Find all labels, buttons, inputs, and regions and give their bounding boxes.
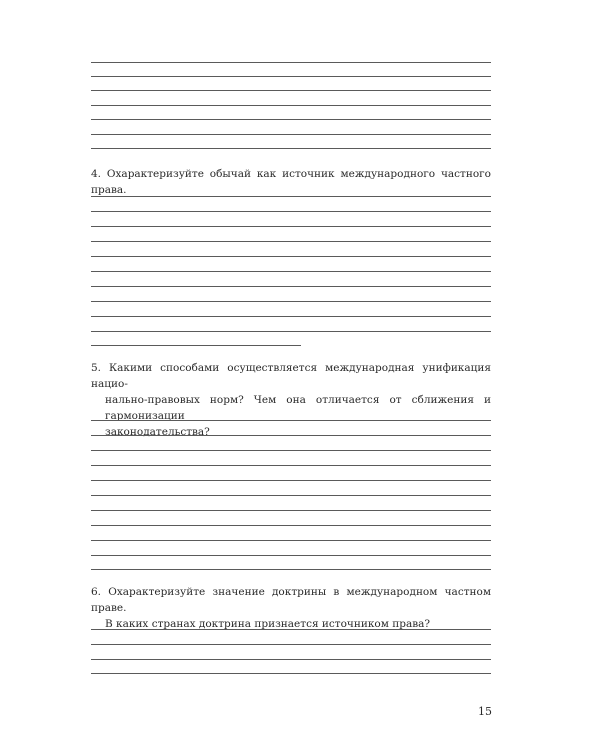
- answer-line: [91, 76, 491, 77]
- answer-line: [91, 256, 491, 257]
- answer-line: [91, 211, 491, 212]
- answer-line: [91, 271, 491, 272]
- answer-line: [91, 119, 491, 120]
- answer-line: [91, 525, 491, 526]
- question-text-line-3: законодательства?: [105, 426, 210, 438]
- answer-line: [91, 316, 491, 317]
- question-number: 5.: [91, 362, 102, 374]
- answer-line: [91, 465, 491, 466]
- question-number: 6.: [91, 586, 102, 598]
- answer-line: [91, 629, 491, 630]
- answer-line: [91, 90, 491, 91]
- question-number: 4.: [91, 168, 102, 180]
- answer-line: [91, 569, 491, 570]
- answer-line: [91, 134, 491, 135]
- answer-line: [91, 148, 491, 149]
- answer-line: [91, 331, 491, 332]
- answer-line: [91, 62, 491, 63]
- answer-line: [91, 659, 491, 660]
- page-number: 15: [478, 705, 492, 718]
- question-line: [91, 360, 491, 392]
- answer-line: [91, 644, 491, 645]
- question-4: [91, 166, 491, 198]
- answer-line: [91, 450, 491, 451]
- question-6: [91, 584, 491, 632]
- question-text-line-2: В каких странах доктрина признается источником права?: [105, 618, 431, 630]
- answer-line: [91, 301, 491, 302]
- answer-line: [91, 673, 491, 674]
- question-text-line-1: Охарактеризуйте значение доктрины в международном частном праве.: [91, 586, 491, 614]
- answer-line: [91, 241, 491, 242]
- answer-line: [91, 540, 491, 541]
- answer-line: [91, 435, 491, 436]
- question-5: [91, 360, 491, 440]
- answer-line: [91, 286, 491, 287]
- answer-line: [91, 495, 491, 496]
- question-text-line-1: Какими способами осуществляется международная унификация нацио-: [91, 362, 492, 390]
- answer-line: [91, 105, 491, 106]
- answer-line: [91, 196, 491, 197]
- question-line: [91, 584, 491, 616]
- answer-line-short: [91, 345, 301, 346]
- answer-line: [91, 420, 491, 421]
- answer-line: [91, 480, 491, 481]
- answer-line: [91, 226, 491, 227]
- question-text-line-2: нально-правовых норм? Чем она отличается от сближения и гармонизации: [105, 394, 491, 422]
- question-text: Охарактеризуйте обычай как источник международного частного права.: [91, 168, 491, 196]
- answer-line: [91, 555, 491, 556]
- answer-line: [91, 510, 491, 511]
